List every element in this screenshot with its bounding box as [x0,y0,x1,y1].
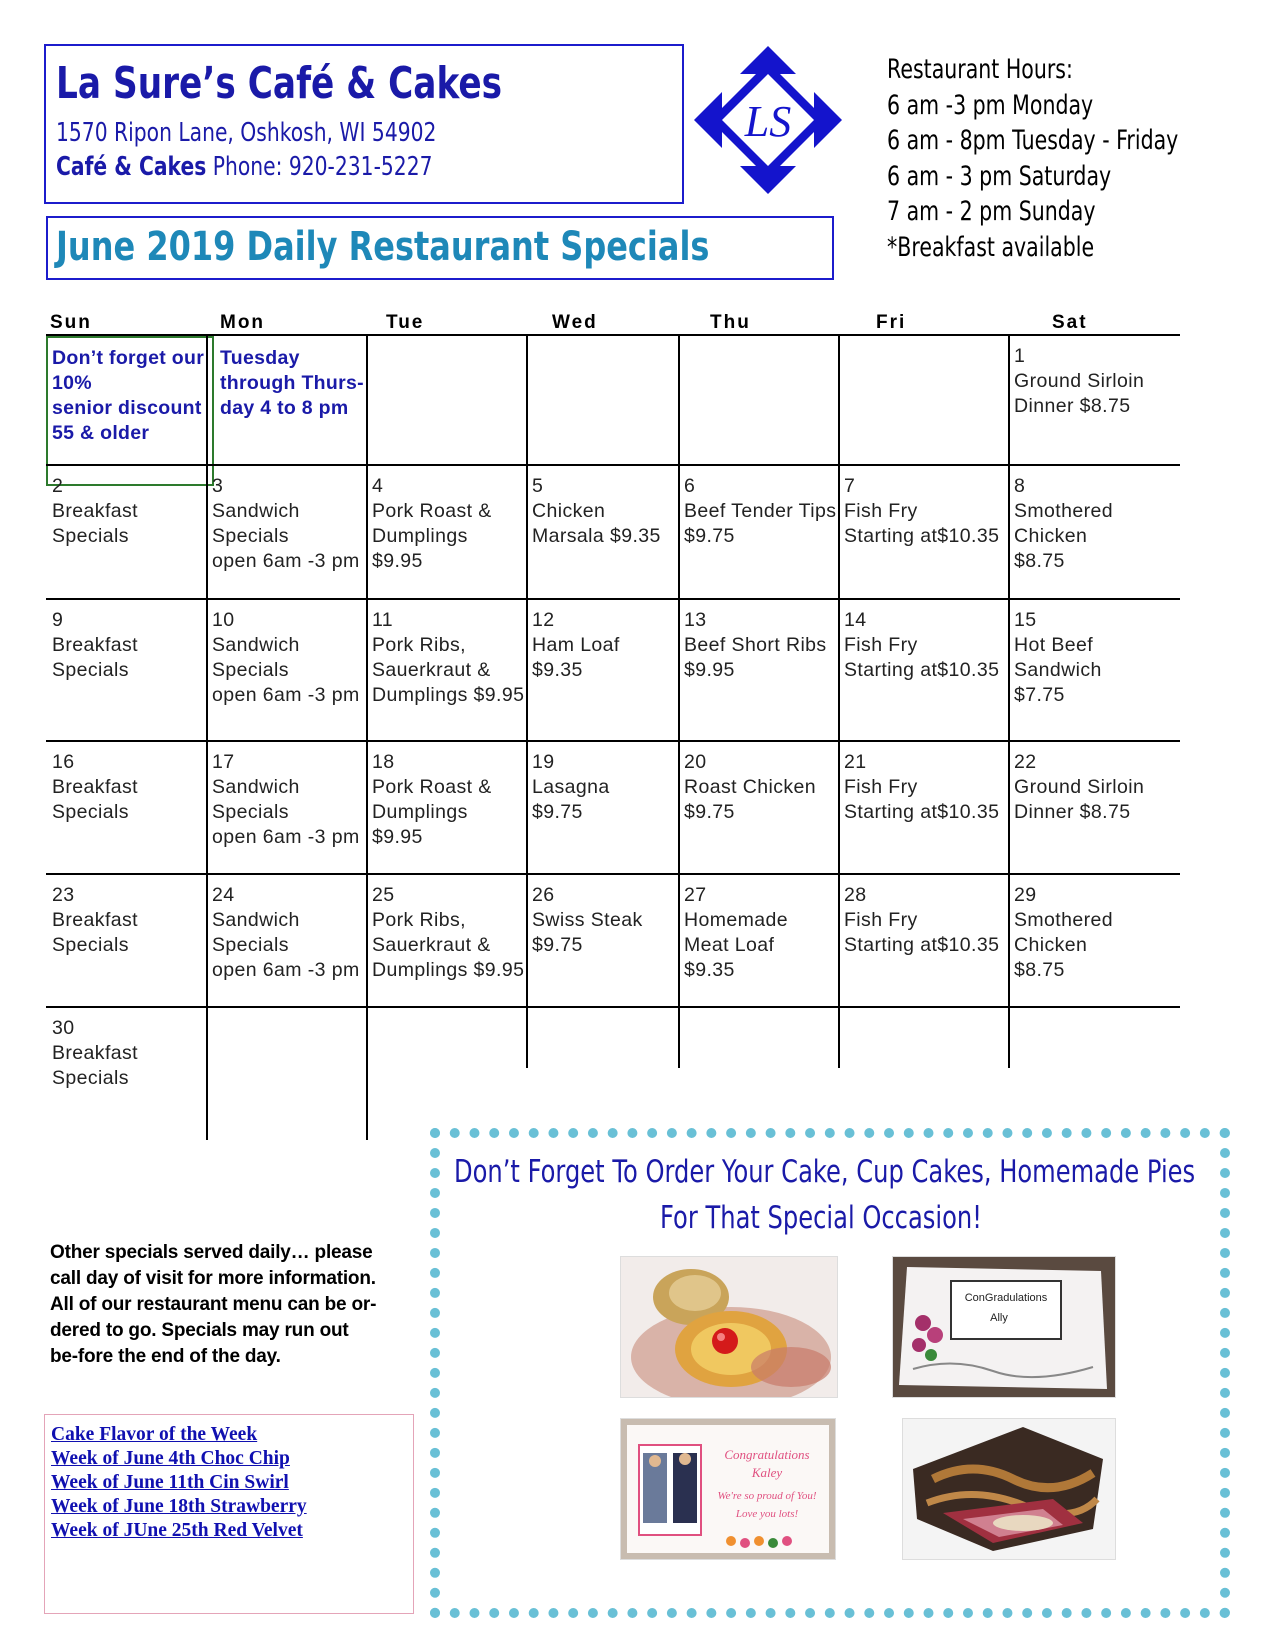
calendar-day-cell: 8 Smothered Chicken $8.75 [1014,475,1113,572]
cafe-address: 1570 Ripon Lane, Oshkosh, WI 54902 [56,118,437,148]
calendar-day-cell: 1 Ground Sirloin Dinner $8.75 [1014,345,1145,417]
calendar-day-cell: 28 Fish Fry Starting at$10.35 [844,884,1000,956]
promo-line-1: Don’t Forget To Order Your Cake, Cup Cakes, Homemade Pies [454,1154,1196,1190]
dow-thu: Thu [710,312,751,333]
dow-sun: Sun [50,312,92,333]
logo-monogram: LS [744,97,792,146]
dow-sat: Sat [1052,312,1088,333]
cake-flavor-week-link[interactable]: Week of June 18th Strawberry [51,1496,307,1517]
restaurant-hours [887,52,1267,265]
hours-line: 6 am -3 pm Monday [887,89,1094,121]
photo-graduation-cake [892,1256,1116,1398]
calendar-day-cell: 18 Pork Roast & Dumplings $9.95 [372,751,492,848]
cake-flavor-week-link[interactable]: Week of June 4th Choc Chip [51,1448,290,1469]
cafe-logo [692,44,844,196]
cake-flavor-box [44,1414,414,1614]
calendar-day-cell: 26 Swiss Steak $9.75 [532,884,643,956]
cake-flavor-week-link[interactable]: Week of JUne 25th Red Velvet [51,1520,303,1541]
cake-flavor-title-link[interactable]: Cake Flavor of the Week [51,1424,258,1445]
calendar-grid [46,312,1241,1202]
calendar-day-cell: 24 Sandwich Specials open 6am -3 pm [212,884,360,981]
calendar-day-cell: 9 Breakfast Specials [52,609,138,681]
hours-line: 6 am - 8pm Tuesday - Friday [887,125,1179,156]
cake1-name: Ally [990,1312,1008,1324]
hours-line: 7 am - 2 pm Sunday [887,196,1096,227]
photo-reuben-sandwich [902,1418,1116,1560]
dow-wed: Wed [552,312,598,333]
calendar-day-cell: 13 Beef Short Ribs $9.95 [684,609,827,681]
calendar-day-cell: 27 Homemade Meat Loaf $9.35 [684,884,788,981]
cake2-name: Kaley [751,1465,783,1480]
calendar-day-cell: 23 Breakfast Specials [52,884,138,956]
cake2-message-2: We're so proud of You! [717,1490,817,1502]
calendar-day-cell: 29 Smothered Chicken $8.75 [1014,884,1113,981]
calendar-day-cell: 7 Fish Fry Starting at$10.35 [844,475,1000,547]
phone-label: Café & Cakes [56,152,207,182]
photo-ham-pineapple [620,1256,838,1398]
cafe-name: La Sure’s Café & Cakes [56,58,503,109]
cake2-message: Congratulations [724,1447,810,1462]
calendar-day-cell: 5 Chicken Marsala $9.35 [532,475,661,547]
calendar-day-cell: 20 Roast Chicken $9.75 [684,751,817,823]
dow-fri: Fri [876,312,907,333]
header-name-box [44,44,684,204]
hours-line: 6 am - 3 pm Saturday [887,160,1112,192]
other-specials-note: Other specials served daily… please call day of visit for more information. All of our restaurant menu can be or-dered to go. Specials may run out be-fore the end of the day. [50,1242,377,1367]
calendar-day-cell: 25 Pork Ribs, Sauerkraut & Dumplings $9.95 [372,884,525,981]
cake-flavor-week-link[interactable]: Week of June 11th Cin Swirl [51,1472,289,1493]
dow-mon: Mon [220,312,266,333]
calendar-day-cell: 21 Fish Fry Starting at$10.35 [844,751,1000,823]
calendar-day-cell: 6 Beef Tender Tips $9.75 [684,475,837,547]
calendar-day-cell: 15 Hot Beef Sandwich $7.75 [1014,609,1102,706]
calendar-day-cell: 12 Ham Loaf $9.35 [532,609,620,681]
page-title: June 2019 Daily Restaurant Specials [56,224,710,270]
calendar-day-cell: 30 Breakfast Specials [52,1017,138,1089]
senior-discount-note: Don’t forget our 10% senior discount 55 & older [52,347,205,444]
calendar-day-cell: 3 Sandwich Specials open 6am -3 pm [212,475,360,572]
cake-order-promo [430,1128,1230,1618]
dow-tue: Tue [386,312,425,333]
calendar-day-cell: 14 Fish Fry Starting at$10.35 [844,609,1000,681]
cake2-message-3: Love you lots! [735,1508,799,1520]
calendar-day-cell: 19 Lasagna $9.75 [532,751,610,823]
photo-kaley-cake [620,1418,836,1560]
calendar-day-cell: 10 Sandwich Specials open 6am -3 pm [212,609,360,706]
hours-title: Restaurant Hours: [887,54,1073,85]
calendar-day-cell: 4 Pork Roast & Dumplings $9.95 [372,475,492,572]
promo-line-2: For That Special Occasion! [660,1200,982,1236]
calendar-day-cell: 17 Sandwich Specials open 6am -3 pm [212,751,360,848]
page-title-box [46,216,834,280]
calendar-day-cell: 16 Breakfast Specials [52,751,138,823]
grid-vline [366,334,368,1140]
hours-line: *Breakfast available [887,231,1095,263]
cake1-message: ConGradulations [964,1292,1048,1304]
calendar-day-cell: 2 Breakfast Specials [52,475,138,547]
phone-number: Phone: 920-231-5227 [206,152,433,182]
calendar-day-cell: 11 Pork Ribs, Sauerkraut & Dumplings $9.95 [372,609,525,706]
calendar-day-cell: 22 Ground Sirloin Dinner $8.75 [1014,751,1145,823]
cafe-phone [56,152,433,182]
tues-thurs-note: Tuesday through Thurs- day 4 to 8 pm [220,347,364,419]
